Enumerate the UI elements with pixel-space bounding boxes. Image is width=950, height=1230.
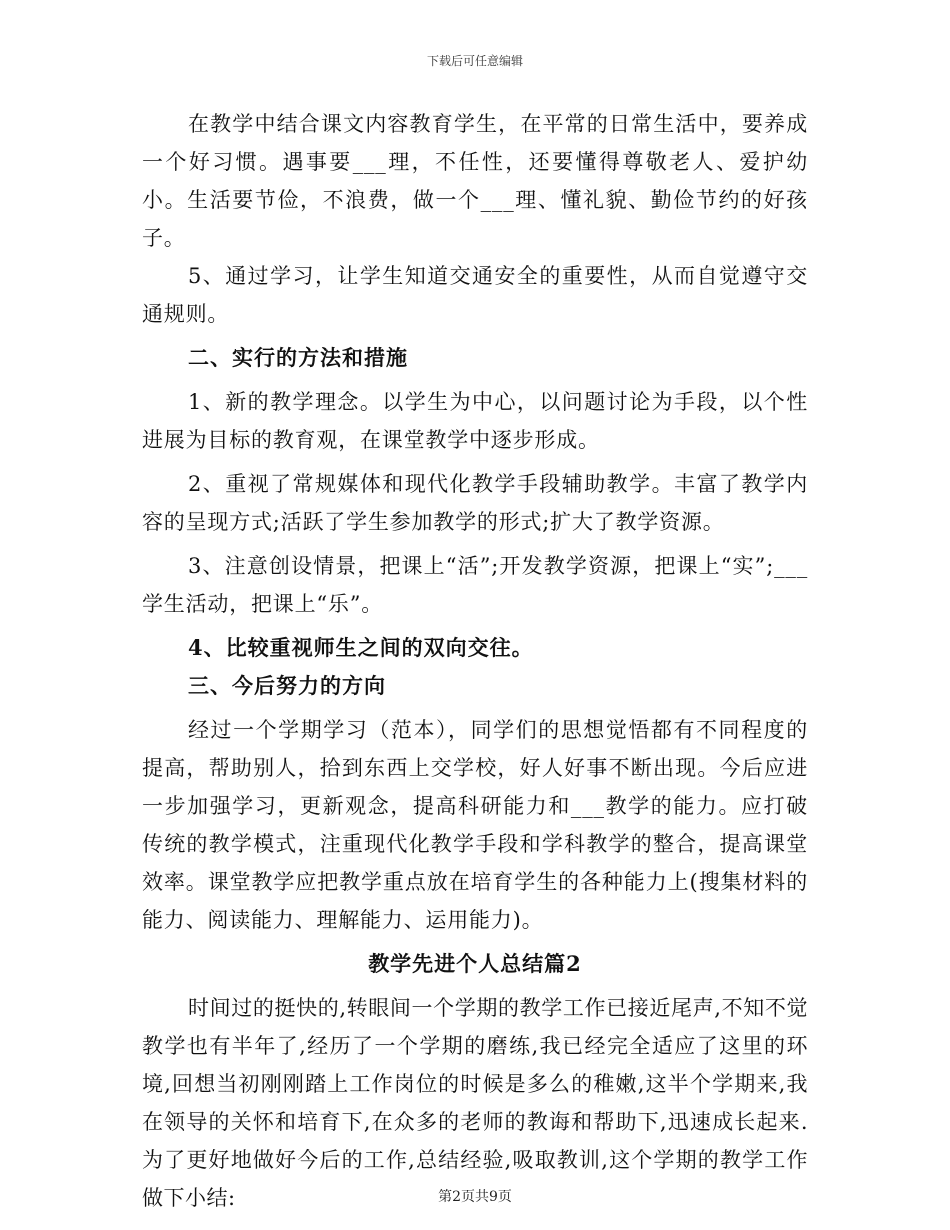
section-heading-methods: 二、实行的方法和措施 — [188, 345, 408, 370]
methods-item-1: 1、新的教学理念。以学生为中心，以问题讨论为手段，以个性进展为目标的教育观，在课堂教学中逐步形成。 — [142, 390, 808, 452]
article-title: 教学先进个人总结篇2 — [368, 951, 582, 976]
section-heading-future: 三、今后努力的方向 — [188, 673, 386, 698]
paragraph-intro: 在教学中结合课文内容教育学生，在平常的日常生活中，要养成一个好习惯。遇事要___理，不任性，还要懂得尊敬老人、爱护幼小。生活要节俭，不浪费，做一个___理、懂礼貌、勤俭节约的好孩子。 — [142, 112, 808, 250]
article-paragraph: 时间过的挺快的,转眼间一个学期的教学工作已接近尾声,不知不觉教学也有半年了,经历了一个学期的磨练,我已经完全适应了这里的环境,回想当初刚刚踏上工作岗位的时候是多么的稚嫩,这半个学期来,我在领导的关怀和培育下,在众多的老师的教诲和帮助下,迅速成长起来.为了更好地做好今后的工作,总结经验,吸取教训,这个学期的教学工作做下小结: — [142, 996, 808, 1210]
methods-item-3: 3、注意创设情景，把课上“活”;开发教学资源，把课上“实”;___学生活动，把课上“乐”。 — [142, 554, 808, 616]
methods-item-2: 2、重视了常规媒体和现代化教学手段辅助教学。丰富了教学内容的呈现方式;活跃了学生参加教学的形式;扩大了教学资源。 — [142, 472, 808, 534]
document-body — [142, 105, 808, 1217]
paragraph-item-5: 5、通过学习，让学生知道交通安全的重要性，从而自觉遵守交通规则。 — [142, 264, 808, 326]
page-header: 下载后可任意编辑 — [426, 54, 523, 68]
methods-item-4: 4、比较重视师生之间的双向交往。 — [188, 635, 534, 660]
future-paragraph: 经过一个学期学习（范本），同学们的思想觉悟都有不同程度的提高，帮助别人，拾到东西上交学校，好人好事不断出现。今后应进一步加强学习，更新观念，提高科研能力和___教学的能力。应打破传统的教学模式，注重现代化教学手段和学科教学的整合，提高课堂效率。课堂教学应把教学重点放在培育学生的各种能力上(搜集材料的能力、阅读能力、理解能力、运用能力)。 — [142, 718, 808, 932]
page-footer: 第2页共9页 — [438, 1189, 512, 1205]
